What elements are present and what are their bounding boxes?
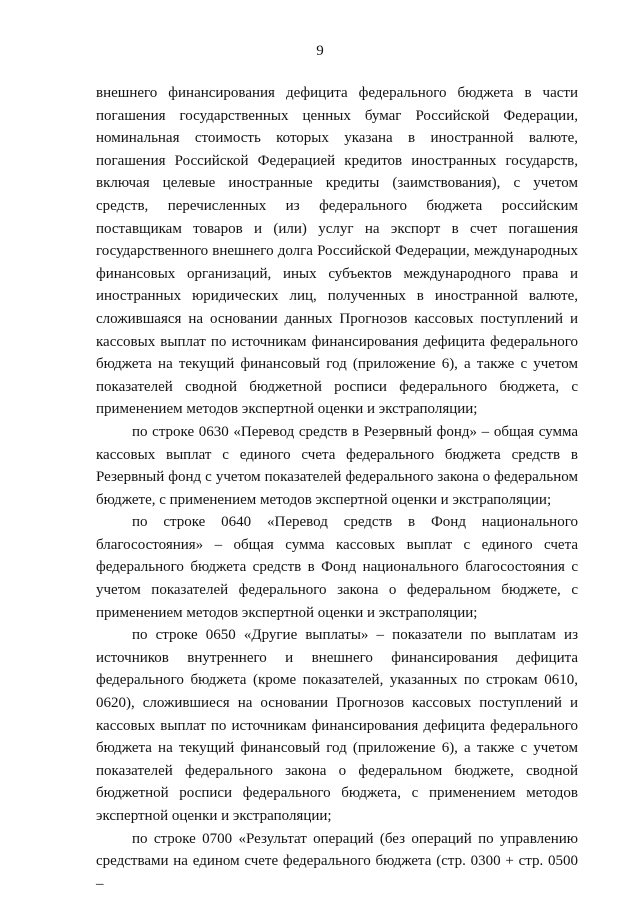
paragraph-external-financing: внешнего финансирования дефицита федерального бюджета в части погашения государственных ценных бумаг Российской Федерации, номинальная стоимость которых указана в иностранной валюте, погашения Российской Федерацией кредитов иностранных государств, включая целевые иностранные кредиты (заимствования), с учетом средств, перечисленных из федерального бюджета российским поставщикам товаров и (или) услуг на экспорт в счет погашения государственного внешнего долга Российской Федерации, международных финансовых организаций, иных субъектов международного права и иностранных юридических лиц, полученных в иностранной валюте, сложившаяся на основании данных Прогнозов кассовых поступлений и кассовых выплат по источникам финансирования дефицита федерального бюджета на текущий финансовый год (приложение 6), а также с учетом показателей сводной бюджетной росписи федерального бюджета, с применением методов экспертной оценки и экстраполяции; xyxy=(96,85,578,418)
paragraph-line-0630: по строке 0630 «Перевод средств в Резервный фонд» – общая сумма кассовых выплат с единого счета федерального бюджета средств в Резервный фонд с учетом показателей федерального закона о федеральном бюджете, с применением методов экспертной оценки и экстраполяции; xyxy=(96,423,578,508)
paragraph-line-0700: по строке 0700 «Результат операций (без операций по управлению средствами на едином счете федерального бюджета (стр. 0300 + стр. 0500 – xyxy=(96,830,578,892)
paragraph-line-0650: по строке 0650 «Другие выплаты» – показатели по выплатам из источников внутреннего и внешнего финансирования дефицита федерального бюджета (кроме показателей, указанных по строкам 0610, 0620), сложившиеся на основании Прогнозов кассовых поступлений и кассовых выплат по источникам финансирования дефицита федерального бюджета на текущий финансовый год (приложение 6), а также с учетом показателей федерального закона о федеральном бюджете, сводной бюджетной росписи федерального бюджета, с применением методов экспертной оценки и экстраполяции; xyxy=(96,627,578,824)
paragraph-line-0640: по строке 0640 «Перевод средств в Фонд национального благосостояния» – общая сумма кассовых выплат с единого счета федерального бюджета средств в Фонд национального благосостояния с учетом показателей федерального закона о федеральном бюджете, с применением методов экспертной оценки и экстраполяции; xyxy=(96,514,578,621)
page-number: 9 xyxy=(316,43,324,59)
document-body xyxy=(96,82,578,895)
